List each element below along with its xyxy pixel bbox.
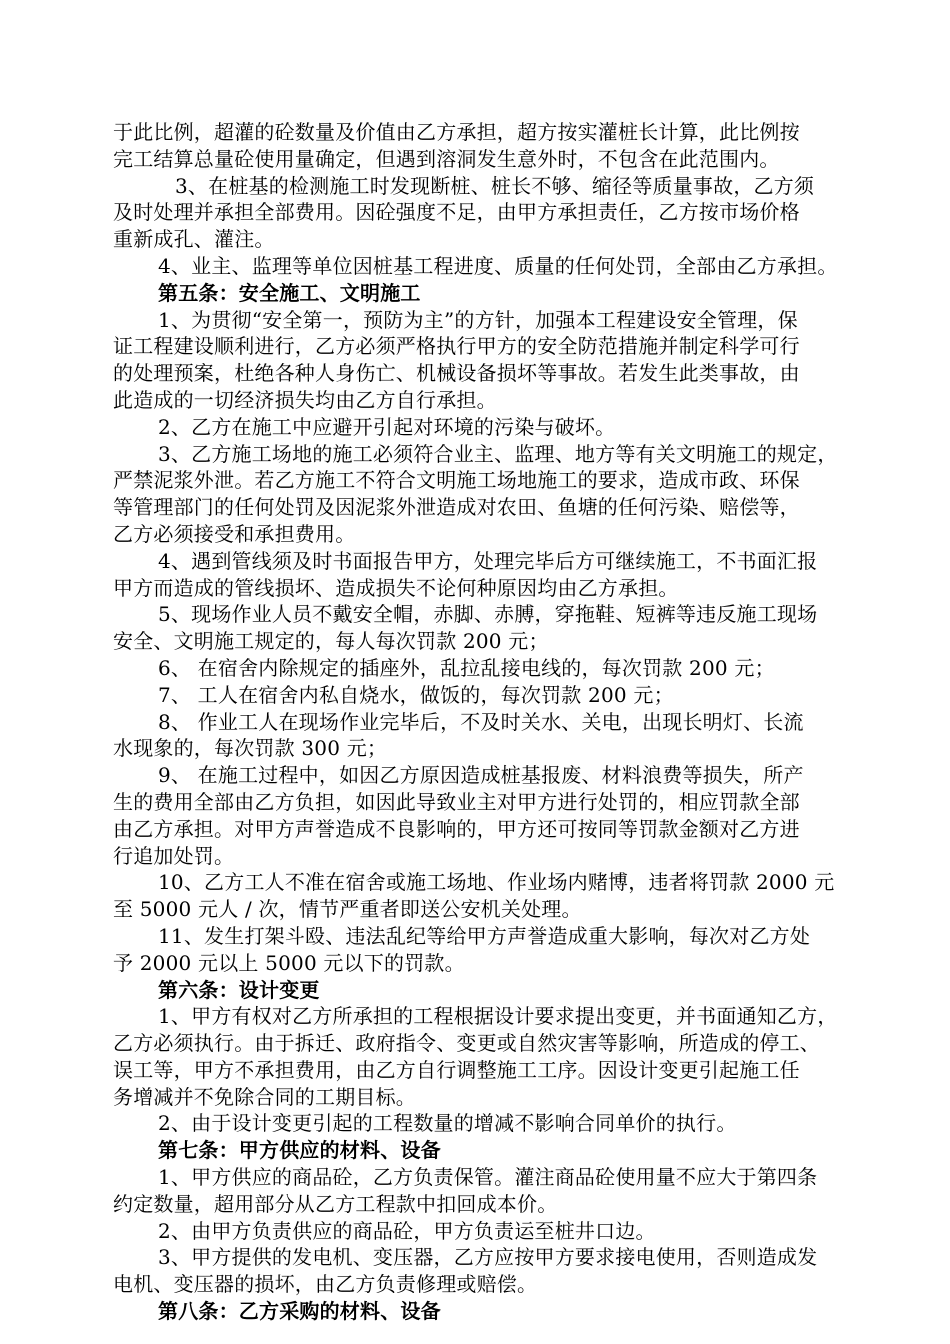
paragraph-line: 由乙方承担。对甲方声誉造成不良影响的，甲方还可按同等罚款金额对乙方进 — [113, 816, 800, 841]
paragraph-line: 11、发生打架斗殴、违法乱纪等给甲方声誉造成重大影响，每次对乙方处 — [158, 923, 811, 948]
paragraph-line: 7、 工人在宿舍内私自烧水，做饭的，每次罚款 200 元； — [158, 682, 674, 707]
paragraph-line: 于此比例，超灌的砼数量及价值由乙方承担，超方按实灌桩长计算，此比例按 — [113, 120, 800, 144]
paragraph-line: 3、甲方提供的发电机、变压器，乙方应按甲方要求接电使用，否则造成发 — [158, 1245, 818, 1270]
paragraph-line: 行追加处罚。 — [113, 843, 235, 868]
paragraph-line: 生的费用全部由乙方负担，如因此导致业主对甲方进行处罚的，相应罚款全部 — [113, 789, 800, 814]
paragraph-line: 的处理预案，杜绝各种人身伤亡、机械设备损坏等事故。若发生此类事故，由 — [113, 361, 800, 386]
paragraph-line: 3、在桩基的检测施工时发现断桩、桩长不够、缩径等质量事故，乙方须 — [175, 173, 815, 198]
paragraph-line: 严禁泥浆外泄。若乙方施工不符合文明施工场地施工的要求，造成市政、环保 — [113, 468, 800, 493]
paragraph-line: 重新成孔、灌注。 — [113, 227, 275, 252]
document-body — [113, 119, 870, 1325]
paragraph-line: 3、乙方施工场地的施工必须符合业主、监理、地方等有关文明施工的规定， — [158, 441, 838, 466]
paragraph-line: 甲方而造成的管线损坏、造成损失不论何种原因均由乙方承担。 — [113, 575, 679, 600]
paragraph-line: 电机、变压器的损坏，由乙方负责修理或赔偿。 — [113, 1272, 538, 1297]
paragraph-line: 及时处理并承担全部费用。因砼强度不足，由甲方承担责任，乙方按市场价格 — [113, 200, 800, 225]
section-heading: 第五条：安全施工、文明施工 — [158, 280, 421, 305]
paragraph-line: 约定数量，超用部分从乙方工程款中扣回成本价。 — [113, 1191, 558, 1216]
paragraph-line: 等管理部门的任何处罚及因泥浆外泄造成对农田、鱼塘的任何污染、赔偿等， — [113, 495, 800, 520]
paragraph-line: 完工结算总量砼使用量确定，但遇到溶洞发生意外时，不包含在此范围内。 — [113, 146, 780, 171]
paragraph-line: 1、甲方有权对乙方所承担的工程根据设计要求提出变更，并书面通知乙方， — [158, 1004, 838, 1029]
paragraph-line: 水现象的，每次罚款 300 元； — [113, 736, 388, 761]
paragraph-line: 4、业主、监理等单位因桩基工程进度、质量的任何处罚，全部由乙方承担。 — [158, 253, 838, 278]
paragraph-line: 乙方必须接受和承担费用。 — [113, 521, 356, 546]
paragraph-line: 9、 在施工过程中，如因乙方原因造成桩基报废、材料浪费等损失，所产 — [158, 763, 804, 788]
paragraph-line: 1、为贯彻“安全第一，预防为主”的方针，加强本工程建设安全管理，保 — [158, 307, 798, 332]
paragraph-line: 2、由于设计变更引起的工程数量的增减不影响合同单价的执行。 — [158, 1111, 737, 1136]
paragraph-line: 2、乙方在施工中应避开引起对环境的污染与破坏。 — [158, 414, 616, 439]
paragraph-line: 务增减并不免除合同的工期目标。 — [113, 1084, 416, 1109]
paragraph-line: 予 2000 元以上 5000 元以下的罚款。 — [113, 950, 465, 975]
paragraph-line: 乙方必须执行。由于拆迁、政府指令、变更或自然灾害等影响，所造成的停工、 — [113, 1031, 820, 1056]
section-heading: 第八条：乙方采购的材料、设备 — [158, 1299, 441, 1324]
paragraph-line: 2、由甲方负责供应的商品砼，甲方负责运至桩井口边。 — [158, 1218, 656, 1243]
paragraph-line: 10、乙方工人不准在宿舍或施工场地、作业场内赌博，违者将罚款 2000 元 — [158, 870, 835, 895]
section-heading: 第七条：甲方供应的材料、设备 — [158, 1138, 441, 1163]
paragraph-line: 5、现场作业人员不戴安全帽，赤脚、赤膊，穿拖鞋、短裤等违反施工现场 — [158, 602, 818, 627]
paragraph-line: 4、遇到管线须及时书面报告甲方，处理完毕后方可继续施工，不书面汇报 — [158, 548, 818, 573]
paragraph-line: 至 5000 元人 / 次，情节严重者即送公安机关处理。 — [113, 897, 582, 922]
paragraph-line: 证工程建设顺利进行，乙方必须严格执行甲方的安全防范措施并制定科学可行 — [113, 334, 800, 359]
paragraph-line: 8、 作业工人在现场作业完毕后，不及时关水、关电，出现长明灯、长流 — [158, 709, 804, 734]
paragraph-line: 1、甲方供应的商品砼，乙方负责保管。灌注商品砼使用量不应大于第四条 — [158, 1165, 818, 1190]
paragraph-line: 6、 在宿舍内除规定的插座外，乱拉乱接电线的，每次罚款 200 元； — [158, 655, 775, 680]
paragraph-line: 误工等，甲方不承担费用，由乙方自行调整施工工序。因设计变更引起施工任 — [113, 1057, 800, 1082]
paragraph-line: 此造成的一切经济损失均由乙方自行承担。 — [113, 387, 497, 412]
paragraph-line: 安全、文明施工规定的，每人每次罚款 200 元； — [113, 629, 549, 654]
section-heading: 第六条：设计变更 — [158, 977, 320, 1002]
